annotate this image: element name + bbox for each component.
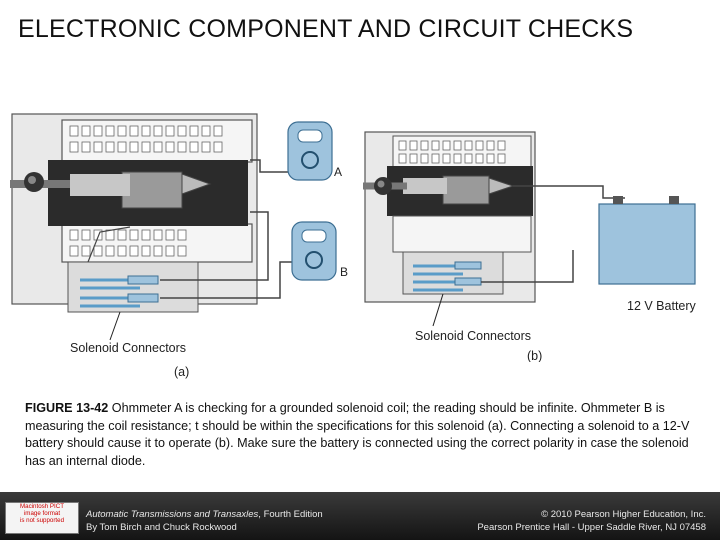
figure-number: FIGURE 13-42 — [25, 401, 109, 415]
footer-bar — [0, 492, 720, 540]
solenoid-connectors-label-b: Solenoid Connectors — [415, 329, 532, 343]
caption-text: Ohmmeter A is checking for a grounded solenoid coil; the reading should be infinite. Ohmmeter B is measuring the coil resistance; t should be within the specifications for this solenoid (a). Connecting a solenoid to a 12-V battery should cause it to operate (b). Make sure the battery is connected using the correct polarity in case the solenoid has an internal diode. — [25, 401, 690, 468]
badge-line-1: Macintosh PICT — [19, 503, 64, 510]
figure-b-diagram — [363, 130, 703, 362]
figure-caption — [25, 400, 697, 470]
book-edition: , Fourth Edition — [258, 509, 323, 520]
badge-line-2: image format — [23, 510, 61, 517]
book-title: Automatic Transmissions and Transaxles — [86, 509, 259, 520]
slide-title: ELECTRONIC COMPONENT AND CIRCUIT CHECKS — [18, 15, 634, 43]
publisher: Pearson Prentice Hall - Upper Saddle River, NJ 07458 — [477, 522, 706, 533]
figure-a-diagram — [10, 112, 353, 384]
ohmmeter-b-label: B — [340, 265, 349, 279]
copyright: © 2010 Pearson Higher Education, Inc. — [541, 509, 706, 520]
book-authors: By Tom Birch and Chuck Rockwood — [86, 522, 237, 533]
footer-left — [86, 508, 323, 534]
badge-line-3: is not supported — [19, 517, 65, 524]
footer-right — [477, 508, 706, 534]
panel-a-label: (a) — [174, 365, 190, 379]
ohmmeter-a-label: A — [334, 165, 343, 179]
solenoid-connectors-label-a: Solenoid Connectors — [70, 341, 187, 355]
panel-b-label: (b) — [527, 349, 543, 362]
battery-label: 12 V Battery — [627, 299, 696, 313]
pict-placeholder-badge — [5, 502, 79, 534]
